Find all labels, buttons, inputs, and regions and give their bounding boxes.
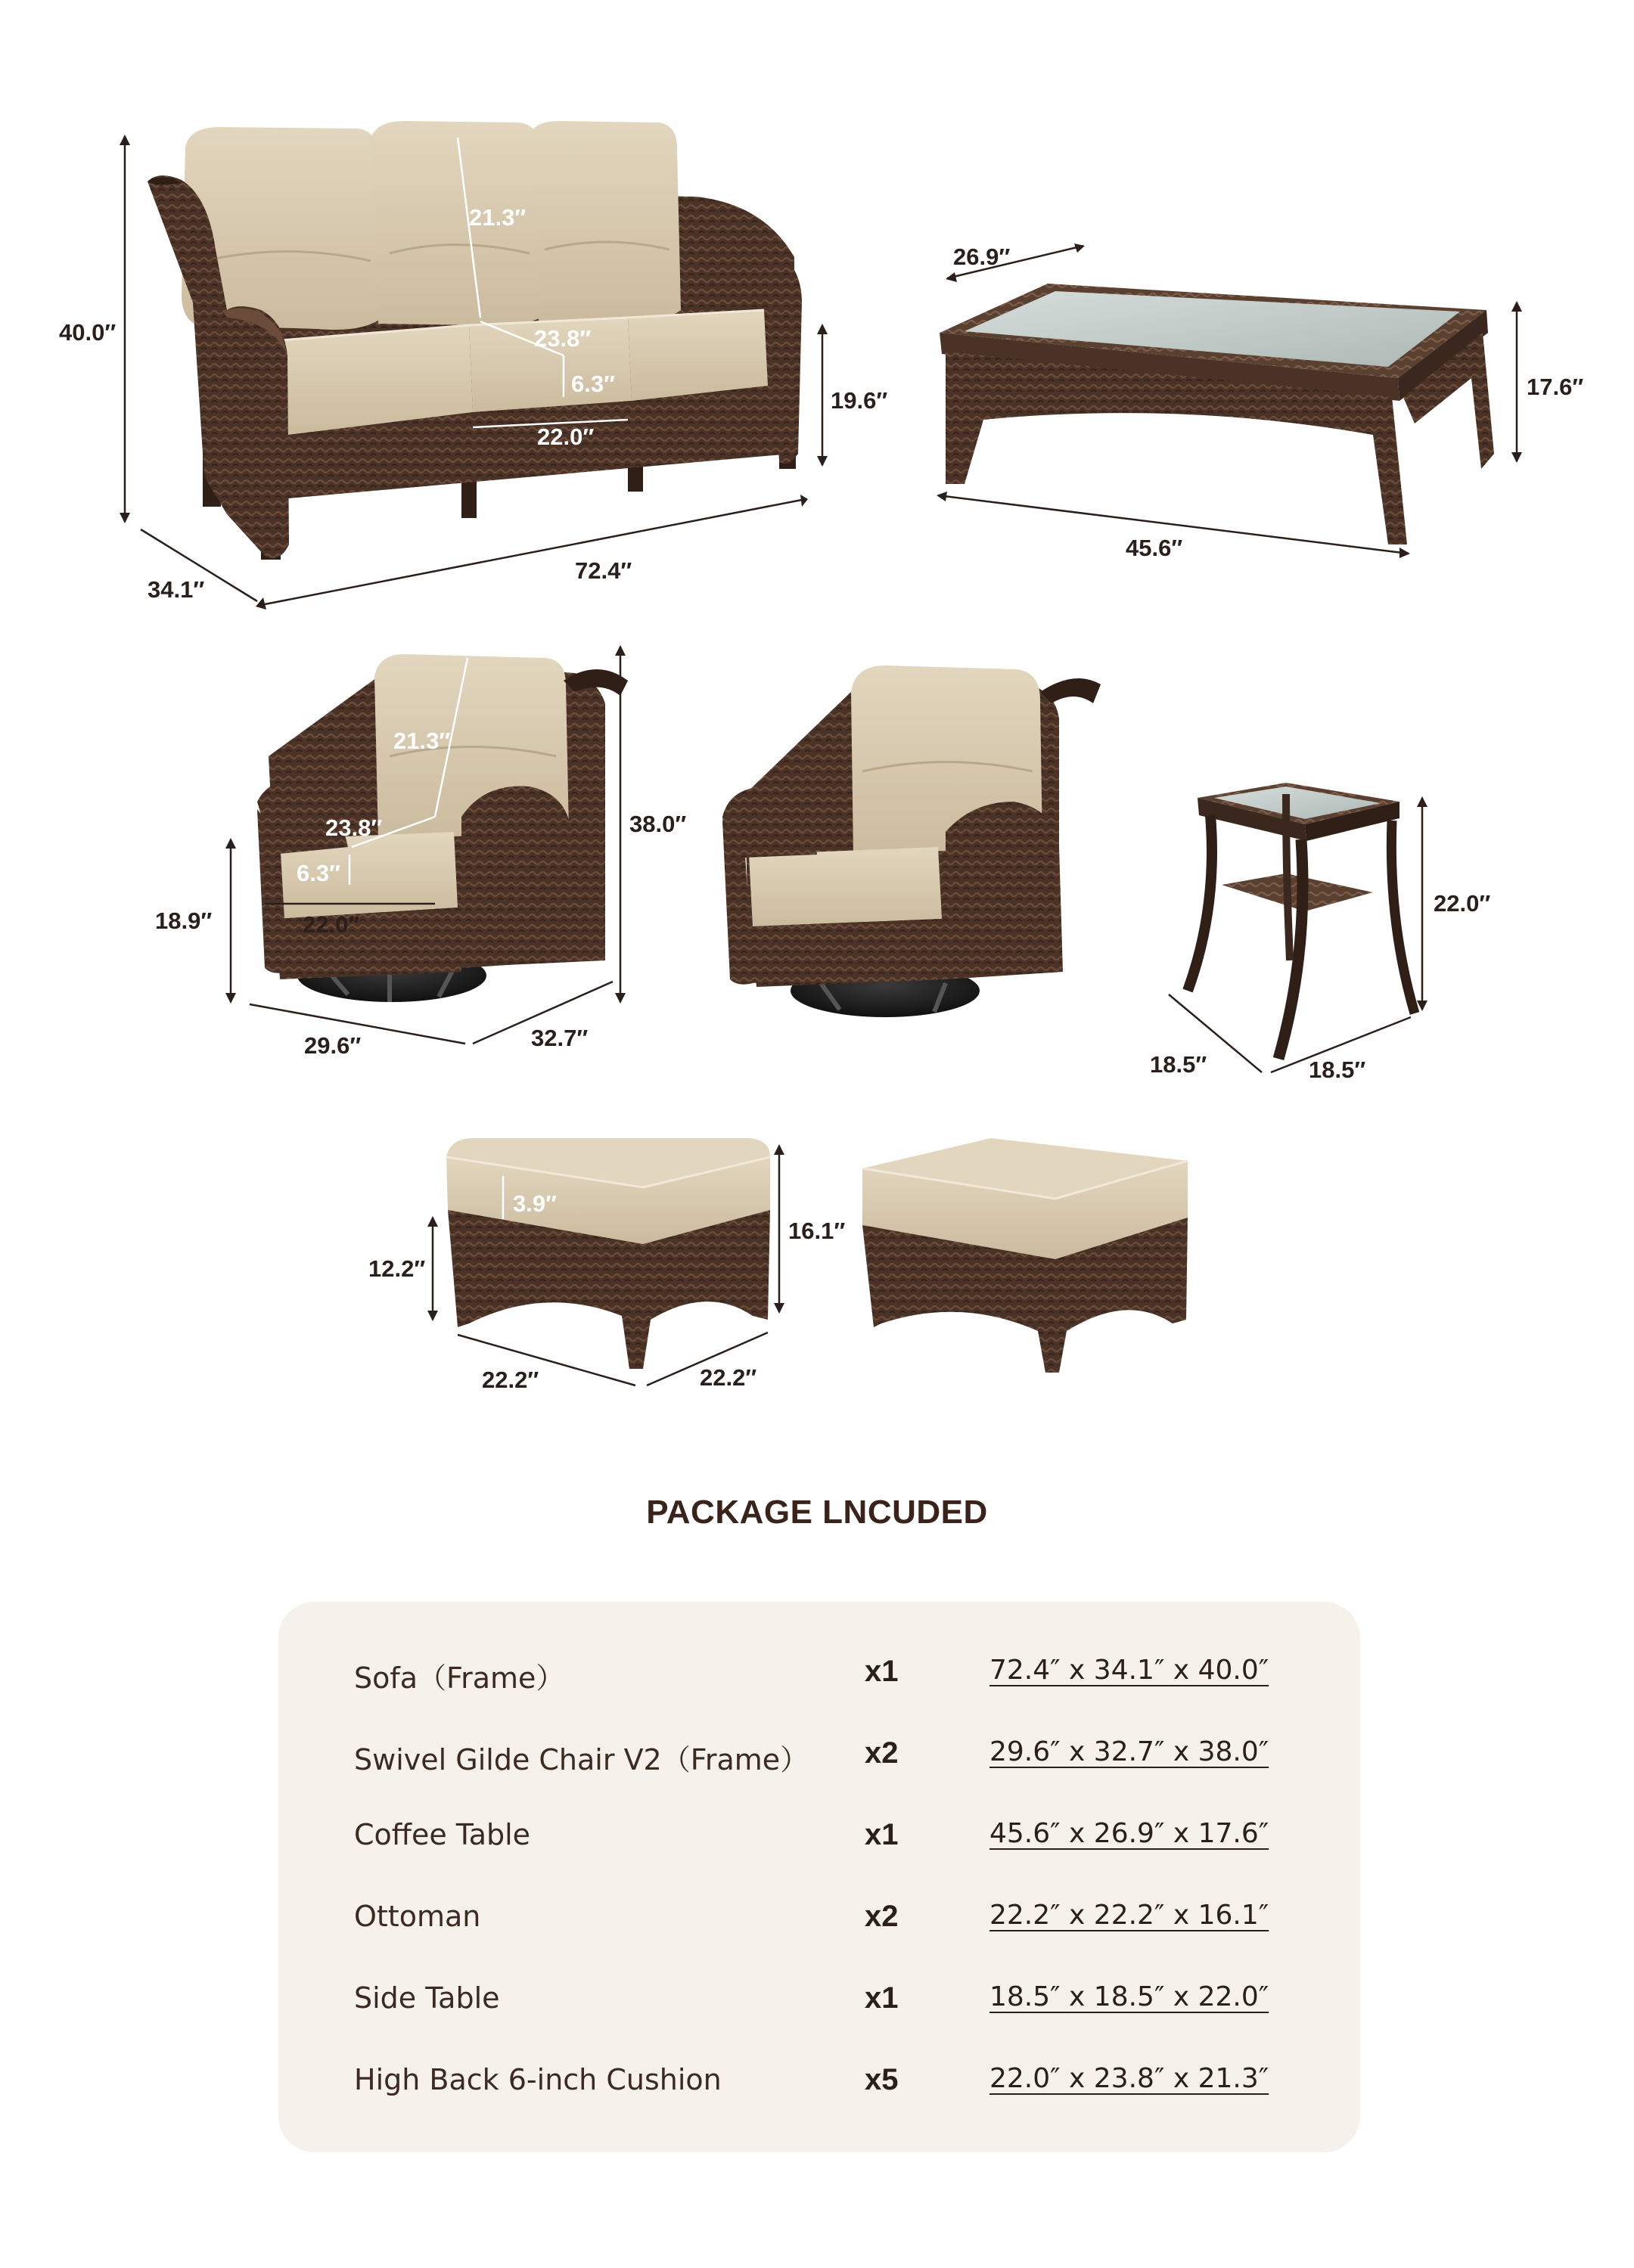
package-item-size: 22.0″ x 23.8″ x 21.3″ <box>989 2063 1269 2094</box>
ottoman-illustration-right <box>862 1138 1188 1373</box>
package-item-qty: x5 <box>865 2063 899 2096</box>
ottoman-width-label: 22.2″ <box>482 1367 539 1393</box>
chair-seat-height-label: 18.9″ <box>155 908 213 934</box>
package-row <box>278 1981 1360 2027</box>
package-row <box>278 1818 1360 1863</box>
sofa-cushion-width-label: 22.0″ <box>537 424 595 450</box>
package-row <box>278 1655 1360 1700</box>
package-item-name: High Back 6-inch Cushion <box>354 2063 722 2096</box>
swivel-chair-illustration-right <box>722 666 1101 1017</box>
chair-cushion-width-label: 22.0″ <box>303 911 360 938</box>
swivel-chair-illustration-left <box>257 654 628 1002</box>
ottoman-frame-height-label: 12.2″ <box>368 1255 426 1282</box>
package-item-qty: x1 <box>865 1818 899 1851</box>
package-title: PACKAGE LNCUDED <box>646 1494 988 1531</box>
sofa-height-label: 40.0″ <box>59 319 116 346</box>
ottoman-depth-label: 22.2″ <box>700 1364 757 1391</box>
package-item-size: 18.5″ x 18.5″ x 22.0″ <box>989 1981 1269 2012</box>
coffee-table-depth-label: 26.9″ <box>953 244 1011 270</box>
side-table-illustration <box>1188 783 1415 1059</box>
package-row <box>278 2063 1360 2108</box>
side-table-width-label: 18.5″ <box>1150 1051 1207 1078</box>
package-item-name: Swivel Gilde Chair V2（Frame） <box>354 1743 809 1776</box>
coffee-table-height-label: 17.6″ <box>1527 374 1584 400</box>
package-item-qty: x1 <box>865 1981 899 2015</box>
sofa-cushion-depth-label: 23.8″ <box>534 325 592 352</box>
package-item-size: 72.4″ x 34.1″ x 40.0″ <box>989 1655 1269 1686</box>
ottoman-cushion-thick-label: 3.9″ <box>513 1190 557 1217</box>
package-row <box>278 1900 1360 1945</box>
coffee-table-length-label: 45.6″ <box>1126 535 1183 561</box>
package-item-qty: x1 <box>865 1655 899 1688</box>
package-item-name: Coffee Table <box>354 1818 531 1851</box>
sofa-seat-height-label: 19.6″ <box>831 387 888 414</box>
package-row <box>278 1736 1360 1782</box>
sofa-depth-label: 34.1″ <box>148 576 205 603</box>
package-item-qty: x2 <box>865 1900 899 1933</box>
package-item-size: 29.6″ x 32.7″ x 38.0″ <box>989 1736 1269 1767</box>
chair-depth-label: 32.7″ <box>531 1025 589 1051</box>
sofa-illustration <box>148 121 802 560</box>
sofa-back-height-label: 21.3″ <box>469 204 527 231</box>
package-item-name: Side Table <box>354 1981 500 2015</box>
side-table-height-label: 22.0″ <box>1434 890 1491 917</box>
package-item-qty: x2 <box>865 1736 899 1770</box>
chair-width-label: 29.6″ <box>304 1032 362 1059</box>
sofa-cushion-thick-label: 6.3″ <box>571 371 615 397</box>
package-item-size: 45.6″ x 26.9″ x 17.6″ <box>989 1818 1269 1849</box>
package-item-name: Ottoman <box>354 1900 481 1933</box>
ottoman-height-label: 16.1″ <box>788 1218 846 1244</box>
sofa-width-label: 72.4″ <box>575 557 632 584</box>
side-table-depth-label: 18.5″ <box>1309 1056 1366 1083</box>
chair-cushion-thick-label: 6.3″ <box>297 860 340 886</box>
chair-back-height-label: 21.3″ <box>393 728 451 754</box>
chair-height-label: 38.0″ <box>629 811 687 837</box>
package-item-name: Sofa（Frame） <box>354 1661 565 1695</box>
ottoman-illustration-left <box>446 1138 770 1369</box>
package-card <box>278 1602 1360 2152</box>
package-item-size: 22.2″ x 22.2″ x 16.1″ <box>989 1900 1269 1931</box>
chair-cushion-depth-label: 23.8″ <box>325 814 383 841</box>
